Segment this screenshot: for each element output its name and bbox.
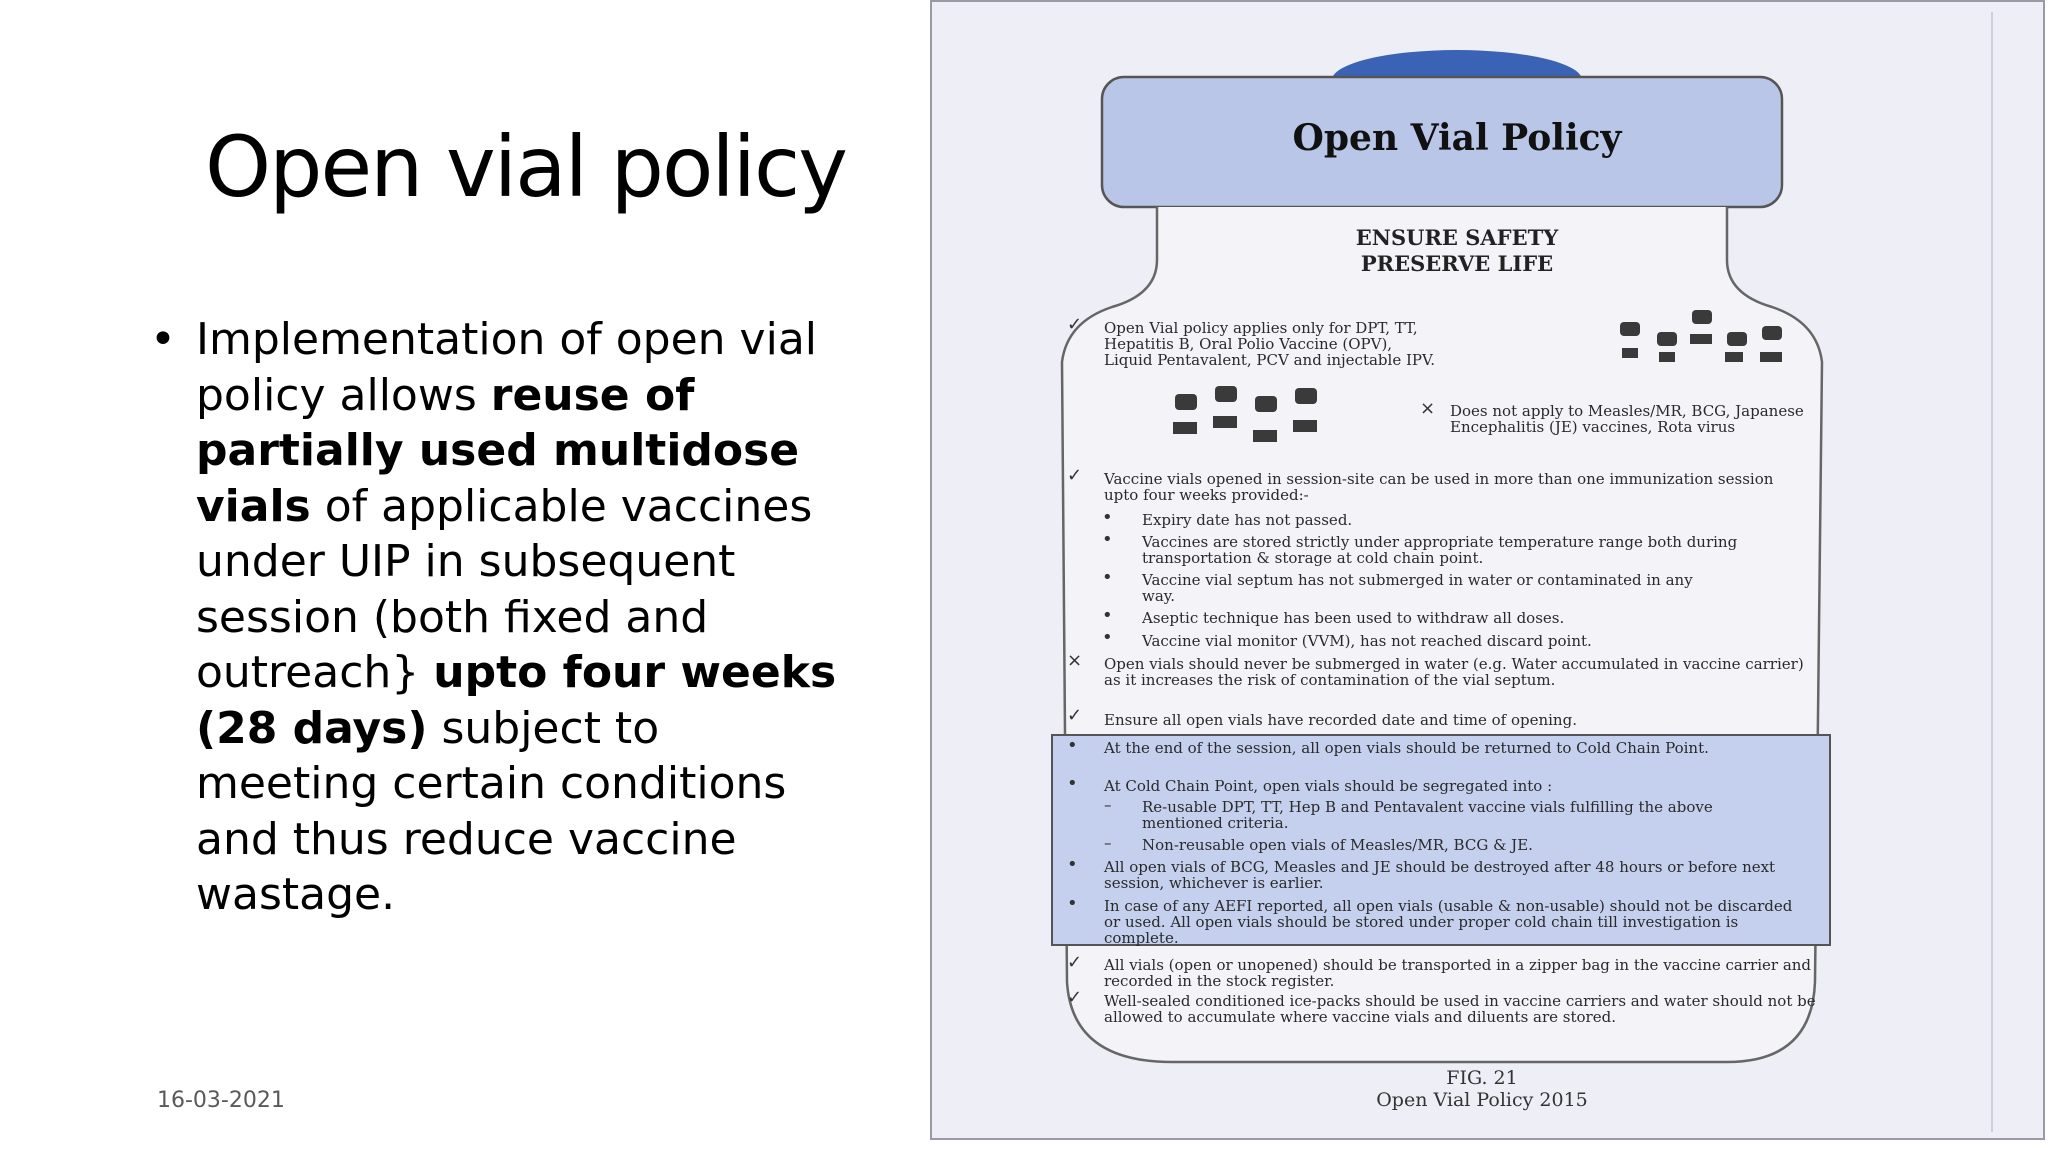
condition-item: Vaccine vial septum has not submerged in water or contaminated in any way.: [1142, 571, 1693, 605]
applies-text: Open Vial policy applies only for DPT, TT, Hepatitis B, Oral Polio Vaccine (OPV), Liquid Pentavalent, PCV and injectable IPV.: [1104, 319, 1435, 369]
check-icon: ✓: [1067, 952, 1083, 973]
condition-item: Vaccines are stored strictly under appropriate temperature range both during transportation & storage at cold chain point.: [1142, 533, 1738, 567]
box-bullet: •: [1067, 893, 1078, 914]
vial-icon: [1253, 430, 1277, 442]
vial-icon: [1727, 332, 1747, 346]
box-segregate-text: At Cold Chain Point, open vials should be segregated into :: [1104, 777, 1553, 795]
figure-caption: [1232, 1067, 1732, 1111]
vial-icons-group: [1167, 382, 1347, 457]
vial-icon: [1725, 352, 1743, 362]
box-bullet: •: [1067, 854, 1078, 875]
bullet-part: Implementation of open vial policy allows: [196, 314, 818, 421]
vial-icon: [1173, 422, 1197, 434]
icepacks-text: Well-sealed conditioned ice-packs should be used in vaccine carriers and water should not be allowed to accumulate where vaccine vials and diluents are stored.: [1104, 992, 1816, 1026]
box-dash: –: [1104, 796, 1112, 814]
bullet-text: [196, 312, 850, 923]
condition-item: Vaccine vial monitor (VVM), has not reached discard point.: [1142, 632, 1592, 650]
cross-icon: ×: [1420, 398, 1436, 419]
condition-item: Expiry date has not passed.: [1142, 511, 1353, 529]
vial-icon: [1762, 326, 1782, 340]
cross-icon: ×: [1067, 650, 1083, 671]
vial-icon: [1175, 394, 1197, 410]
check-icon: ✓: [1067, 314, 1083, 335]
zipper-text: All vials (open or unopened) should be transported in a zipper bag in the vaccine carrier and recorded in the stock register.: [1104, 956, 1812, 990]
condition-bullet: •: [1102, 529, 1113, 550]
tagline-line: ENSURE SAFETY: [1355, 225, 1559, 250]
check-icon: ✓: [1067, 987, 1083, 1008]
vial-icon: [1213, 416, 1237, 428]
vial-icon: [1295, 388, 1317, 404]
reuse-intro-text: Vaccine vials opened in session-site can be used in more than one immunization session upto four weeks provided:-: [1104, 470, 1774, 504]
tagline-line: PRESERVE LIFE: [1360, 251, 1554, 276]
condition-bullet: •: [1102, 605, 1113, 626]
vial-icon: [1659, 352, 1675, 362]
box-bullet: •: [1067, 773, 1078, 794]
bullet-part: of applicable vaccines under UIP in subsequent session (both fixed and outreach}: [196, 480, 813, 698]
slide-title: Open vial policy: [205, 118, 846, 216]
bullet-bold: reuse of partially used multidose vials: [196, 369, 800, 532]
figure-tagline: [1222, 225, 1692, 277]
vial-icon: [1293, 420, 1317, 432]
vial-icon: [1215, 386, 1237, 402]
caption-line: Open Vial Policy 2015: [1376, 1089, 1588, 1111]
bullet-marker: •: [150, 314, 176, 365]
vial-icon: [1620, 322, 1640, 336]
condition-bullet: •: [1102, 567, 1113, 588]
condition-bullet: •: [1102, 507, 1113, 528]
condition-bullet: •: [1102, 627, 1113, 648]
vial-icon: [1657, 332, 1677, 346]
vial-icon: [1255, 396, 1277, 412]
box-aefi-text: In case of any AEFI reported, all open vials (usable & non-usable) should not be discarded or used. All open vials should be stored under proper cold chain till investigation is complete.: [1104, 897, 1793, 947]
box-non-reusable-text: Non-reusable open vials of Measles/MR, BCG & JE.: [1142, 836, 1533, 854]
box-dash: –: [1104, 834, 1112, 852]
vial-icon: [1692, 310, 1712, 324]
vial-icon: [1622, 348, 1638, 358]
vial-icons-group: [1612, 302, 1792, 372]
caption-line: FIG. 21: [1446, 1067, 1518, 1089]
box-destroy-text: All open vials of BCG, Measles and JE should be destroyed after 48 hours or before next session, whichever is earlier.: [1104, 858, 1776, 892]
check-icon: ✓: [1067, 705, 1083, 726]
box-bullet: •: [1067, 735, 1078, 756]
bullet-part: subject to meeting certain conditions and thus reduce vaccine wastage.: [196, 702, 787, 920]
slide-date: 16-03-2021: [157, 1088, 285, 1113]
figure-title: Open Vial Policy: [1292, 117, 1622, 159]
bullet-list: [150, 312, 850, 923]
box-return-text: At the end of the session, all open vials should be returned to Cold Chain Point.: [1104, 739, 1709, 757]
vial-icon: [1760, 352, 1782, 362]
submerge-warning-text: Open vials should never be submerged in water (e.g. Water accumulated in vaccine carrier) as it increases the risk of contamination of the vial septum.: [1104, 655, 1804, 689]
condition-item: Aseptic technique has been used to withdraw all doses.: [1142, 609, 1565, 627]
scanned-figure: [930, 0, 2045, 1140]
record-date-text: Ensure all open vials have recorded date and time of opening.: [1104, 711, 1577, 729]
bullet-bold: upto four weeks (28 days): [196, 647, 837, 754]
not-applies-text: Does not apply to Measles/MR, BCG, Japanese Encephalitis (JE) vaccines, Rota virus: [1450, 402, 1804, 436]
box-reusable-text: Re-usable DPT, TT, Hep B and Pentavalent vaccine vials fulfilling the above mentioned criteria.: [1142, 798, 1713, 832]
check-icon: ✓: [1067, 465, 1083, 486]
vial-icon: [1690, 334, 1712, 344]
